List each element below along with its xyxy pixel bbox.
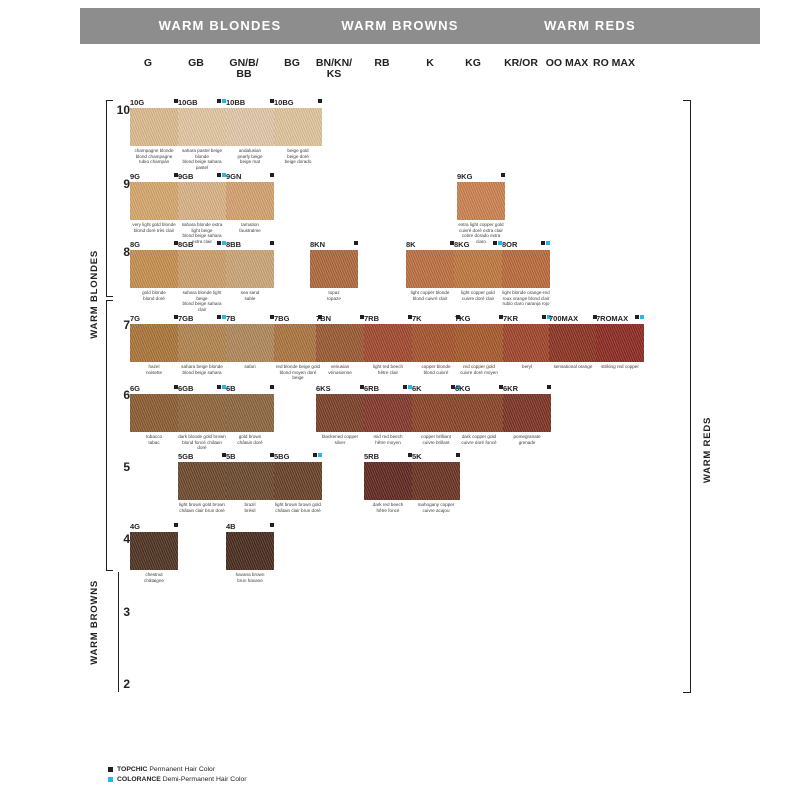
swatch-code: 8GB [178,240,194,249]
swatch-name: gold blonde blond doré [142,290,166,301]
swatch-cell[interactable] [130,314,178,375]
bracket-warm-browns [106,300,107,570]
color-swatch[interactable] [178,394,226,432]
swatch-cell[interactable] [310,240,358,301]
topchic-marker-icon [493,241,497,245]
swatch-code: 10BB [226,98,246,107]
bracket-tick [683,692,691,693]
bracket-tick [106,100,113,101]
swatch-name: blackened copper silver [321,434,359,445]
bracket-warm-blondes [106,100,107,296]
colorance-marker-icon [546,241,550,245]
swatch-code: 10G [130,98,145,107]
level-label-6: 6 [123,388,130,402]
swatch-code: 5K [412,452,422,461]
swatch-code: 9GB [178,172,194,181]
topchic-marker-icon [541,241,545,245]
legend-topchic-bold: TOPCHIC [117,766,148,773]
topchic-marker-icon [217,315,221,319]
swatch-name: light brown brown gold châtain clair brun doré [275,502,321,513]
swatch-cell[interactable] [130,98,178,165]
swatch-name: light copper gold cuivre doré clair [461,290,495,301]
swatch-cell[interactable] [503,314,551,370]
swatch-code: 8G [130,240,141,249]
level-label-2: 2 [123,677,130,691]
swatch-code: 5BG [274,452,290,461]
swatch-code: 7BN [316,314,332,323]
swatch-code: 5B [226,452,236,461]
legend-colorance [108,776,247,783]
swatch-code: 8OR [502,240,518,249]
color-swatch[interactable] [226,532,274,570]
color-swatch[interactable] [226,324,274,362]
color-swatch[interactable] [412,462,460,500]
swatch-cell[interactable] [226,98,274,165]
family-label-warm-blondes: WARM BLONDES [158,18,282,33]
swatch-name: light red beech hêtre clair [372,364,404,375]
product-marker-icons [269,385,274,394]
swatch-cell[interactable] [596,314,644,370]
product-marker-icons [216,385,226,394]
swatch-cell[interactable] [130,384,178,445]
swatch-cell[interactable] [178,172,226,244]
color-swatch[interactable] [412,394,460,432]
side-label-warm-reds: WARM REDS [702,416,713,484]
swatch-cell[interactable] [455,384,503,445]
color-swatch[interactable] [502,250,550,288]
swatch-cell[interactable] [503,384,551,445]
swatch-cell[interactable] [226,314,274,370]
swatch-cell[interactable] [457,172,505,244]
swatch-name: havana brown brun havane [235,572,265,583]
swatch-cell[interactable] [549,314,597,370]
column-header-g: G [143,57,153,69]
product-marker-icons [317,99,322,108]
topchic-marker-icon [108,767,113,772]
swatch-name: extra light copper gold cuivré doré extra clair cobre dorado extra claro [458,222,504,244]
color-swatch[interactable] [226,250,274,288]
swatch-code: 9GN [226,172,242,181]
bracket-tick [106,300,113,301]
color-swatch[interactable] [130,324,178,362]
product-marker-icons [312,453,322,462]
swatch-name: striking red copper [601,364,639,369]
swatch-name: tobacco tabac [145,434,163,445]
color-swatch[interactable] [274,324,322,362]
color-swatch[interactable] [226,462,274,500]
swatch-code: 700MAX [549,314,579,323]
legend-topchic [108,766,215,773]
color-swatch[interactable] [454,250,502,288]
column-header-gb: GB [188,57,204,69]
topchic-marker-icon [547,385,551,389]
swatch-name: pomegranate grenade [513,434,541,445]
product-marker-icons [353,241,358,250]
topchic-marker-icon [542,315,546,319]
color-swatch[interactable] [364,324,412,362]
swatch-cell[interactable] [274,452,322,513]
topchic-marker-icon [403,385,407,389]
product-marker-icons [269,173,274,182]
swatch-cell[interactable] [316,314,364,375]
column-header-kror: KR/OR [504,57,538,69]
family-label-warm-reds: WARM REDS [544,18,636,33]
color-swatch[interactable] [130,250,178,288]
color-swatch[interactable] [596,324,644,362]
color-swatch[interactable] [455,394,503,432]
legend-colorance-text: Demi-Permanent Hair Color [160,776,247,783]
level-label-10: 10 [116,103,130,117]
swatch-cell[interactable] [274,98,322,165]
product-marker-icons [402,385,412,394]
swatch-cell[interactable] [130,522,178,583]
color-swatch[interactable] [316,324,364,362]
swatch-code: 7B [226,314,236,323]
column-header-gnbbb: GN/B/ BB [229,57,259,80]
color-swatch[interactable] [274,108,322,146]
swatch-code: 9G [130,172,141,181]
color-swatch[interactable] [455,324,503,362]
swatch-code: 6B [226,384,236,393]
swatch-name: andalusian pearly beige beige mat [237,148,263,165]
swatch-cell[interactable] [226,452,274,513]
swatch-cell[interactable] [502,240,550,307]
color-swatch[interactable] [178,108,226,146]
swatch-name: copper blonde blond cuivré [421,364,451,375]
topchic-marker-icon [635,315,639,319]
topchic-marker-icon [318,99,322,103]
level-label-7: 7 [123,318,130,332]
swatch-name: safari [244,364,256,369]
column-header-bg: BG [284,57,300,69]
column-header-kg: KG [465,57,481,69]
swatch-cell[interactable] [130,172,178,233]
swatch-cell[interactable] [226,240,274,301]
colorance-marker-icon [318,453,322,457]
color-swatch[interactable] [503,324,551,362]
swatch-name: hazel noisette [145,364,163,375]
swatch-code: 6GB [178,384,194,393]
level-label-5: 5 [123,460,130,474]
swatch-code: 7RB [364,314,380,323]
product-marker-icons [540,241,550,250]
swatch-cell[interactable] [178,240,226,312]
topchic-marker-icon [270,173,274,177]
swatch-code: 8KG [454,240,470,249]
swatch-name: champagne blonde blond champagne rubio champán [134,148,174,165]
swatch-name: sea sand sable [240,290,260,301]
swatch-name: light brown gold brown châtain clair brun doré [179,502,225,513]
swatch-name: tarnation faustralme [239,222,261,233]
color-swatch[interactable] [226,182,274,220]
topchic-marker-icon [217,99,221,103]
color-swatch[interactable] [130,182,178,220]
column-header-k: K [426,57,434,69]
swatch-code: 6RB [364,384,380,393]
swatch-name: sensational orange [553,364,593,369]
swatch-name: venusian vénusienne [328,364,352,375]
color-swatch[interactable] [178,250,226,288]
swatch-name: light blonde orange-red roux orange blond clair rubio claro naranja rojo [502,290,550,307]
swatch-code: 7ROMAX [596,314,629,323]
bracket-tick [106,570,113,571]
topchic-marker-icon [217,385,221,389]
swatch-cell[interactable] [226,522,274,583]
swatch-name: light copper blonde blond cuivré clair [410,290,450,301]
level-label-3: 3 [123,605,130,619]
swatch-code: 8KN [310,240,326,249]
color-swatch[interactable] [364,394,412,432]
topchic-marker-icon [354,241,358,245]
topchic-marker-icon [456,453,460,457]
color-swatch[interactable] [178,182,226,220]
product-marker-icons [269,241,274,250]
product-marker-icons [546,385,551,394]
swatch-name: red blonde beige gold blond moyen doré beige [275,364,321,381]
side-label-warm-browns: WARM BROWNS [89,580,100,665]
swatch-code: 9KG [457,172,473,181]
column-header-rb: RB [374,57,390,69]
product-marker-icons [269,523,274,532]
swatch-name: topaz topaze [327,290,341,301]
swatch-cell[interactable] [455,314,503,375]
swatch-cell[interactable] [226,172,274,233]
topchic-marker-icon [501,173,505,177]
swatch-code: 5RB [364,452,380,461]
swatch-cell[interactable] [406,240,454,301]
color-swatch[interactable] [503,394,551,432]
product-marker-icons [634,315,644,324]
level-label-8: 8 [123,245,130,259]
swatch-name: dark blonde gold brown blond foncé châtain doré [178,434,226,451]
color-swatch[interactable] [412,324,460,362]
swatch-name: beige gold beige doré beige dorado [284,148,312,165]
bracket-tick [106,296,113,297]
topchic-marker-icon [217,241,221,245]
swatch-cell[interactable] [412,384,460,445]
color-swatch[interactable] [274,462,322,500]
swatch-name: dark copper gold cuivre doré foncé [461,434,497,445]
level-axis-line [118,572,119,692]
colorance-marker-icon [108,777,113,782]
color-swatch[interactable] [226,394,274,432]
product-marker-icons [173,523,178,532]
swatch-code: 7G [130,314,141,323]
swatch-code: 7KR [503,314,519,323]
topchic-marker-icon [270,241,274,245]
swatch-name: sahara blonde light beige blond beige sahara clair [182,290,222,312]
swatch-code: 4G [130,522,141,531]
swatch-name: very light gold blonde blond doré très clair [132,222,176,233]
legend-colorance-bold: COLORANCE [117,776,161,783]
color-swatch[interactable] [549,324,597,362]
bracket-warm-reds [690,100,691,692]
product-marker-icons [216,315,226,324]
swatch-cell[interactable] [226,384,274,445]
swatch-code: 10GB [178,98,198,107]
color-swatch[interactable] [130,108,178,146]
topchic-marker-icon [313,453,317,457]
level-label-4: 4 [123,532,130,546]
product-marker-icons [492,241,502,250]
column-header-bnknks: BN/KN/ KS [315,57,353,80]
swatch-cell[interactable] [412,452,460,513]
swatch-name: dark red beech hêtre foncé [372,502,404,513]
swatch-name: sahara pastel beige blonde blond beige sahara pastel [181,148,223,170]
swatch-code: 5GB [178,452,194,461]
swatch-cell[interactable] [364,314,412,375]
product-marker-icons [216,241,226,250]
swatch-cell[interactable] [316,384,364,445]
color-swatch[interactable] [178,324,226,362]
side-label-warm-blondes: WARM BLONDES [89,250,100,339]
swatch-code: 6G [130,384,141,393]
swatch-cell[interactable] [364,384,412,445]
column-header-oomax: OO MAX [545,57,589,69]
swatch-name: mid red beech hêtre moyen [373,434,403,445]
swatch-cell[interactable] [178,452,226,513]
swatch-name: gold brown châtain doré [237,434,263,445]
swatch-code: 10BG [274,98,294,107]
swatch-name: chestnut châtaigne [144,572,164,583]
swatch-cell[interactable] [178,314,226,375]
swatch-cell[interactable] [178,98,226,170]
topchic-marker-icon [270,385,274,389]
swatch-name: sahara blonde extra light beige blond beige sahara extra clair [181,222,223,244]
color-swatch[interactable] [130,394,178,432]
color-swatch[interactable] [130,532,178,570]
swatch-cell[interactable] [454,240,502,301]
swatch-code: 6K [412,384,422,393]
swatch-code: 4B [226,522,236,531]
swatch-code: 6KR [503,384,519,393]
color-swatch[interactable] [178,462,226,500]
swatch-name: beryl [522,364,532,369]
swatch-name: brazil brésil [244,502,256,513]
legend-topchic-text: Permanent Hair Color [147,766,216,773]
product-marker-icons [216,99,226,108]
color-swatch[interactable] [316,394,364,432]
product-marker-icons [500,173,505,182]
swatch-code: 6KS [316,384,331,393]
swatch-code: 8K [406,240,416,249]
swatch-code: 7KG [455,314,471,323]
swatch-cell[interactable] [178,384,226,451]
swatch-code: 8BB [226,240,242,249]
swatch-code: 7GB [178,314,194,323]
product-marker-icons [216,173,226,182]
topchic-marker-icon [174,523,178,527]
topchic-marker-icon [270,523,274,527]
swatch-name: sahara beige blonde blond beige sahara [181,364,223,375]
color-swatch[interactable] [406,250,454,288]
topchic-marker-icon [217,173,221,177]
swatch-cell[interactable] [130,240,178,301]
level-label-9: 9 [123,177,130,191]
swatch-code: 7BG [274,314,290,323]
product-marker-icons [455,453,460,462]
swatch-code: 6KG [455,384,471,393]
colorance-marker-icon [640,315,644,319]
swatch-name: red copper gold cuivre doré moyen [460,364,498,375]
swatch-cell[interactable] [274,314,322,381]
swatch-name: copper brilliant cuivre brillant [421,434,451,445]
column-header-romax: RO MAX [593,57,635,69]
swatch-name: mahogany copper cuivre acajou [417,502,455,513]
color-swatch[interactable] [364,462,412,500]
swatch-cell[interactable] [412,314,460,375]
color-swatch[interactable] [457,182,505,220]
bracket-tick [683,100,691,101]
swatch-cell[interactable] [364,452,412,513]
swatch-code: 7K [412,314,422,323]
family-label-warm-browns: WARM BROWNS [341,18,459,33]
color-swatch[interactable] [226,108,274,146]
color-swatch[interactable] [310,250,358,288]
